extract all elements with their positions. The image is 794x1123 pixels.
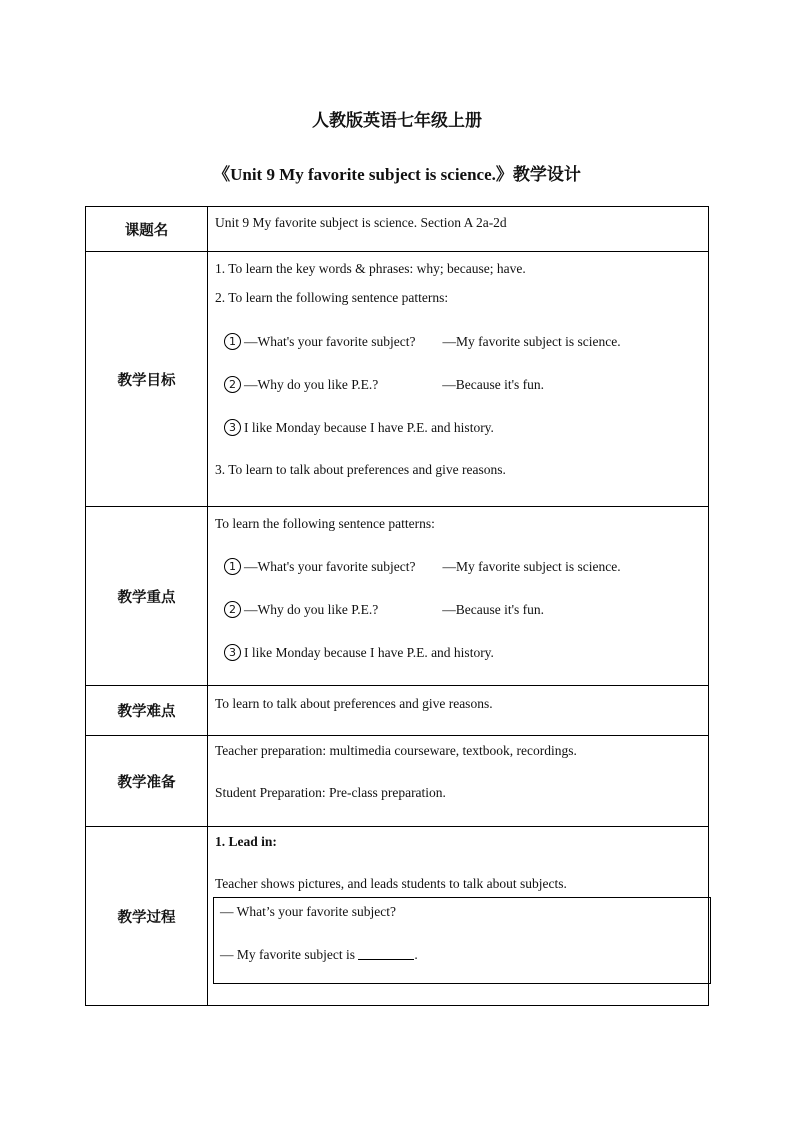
pattern-question: —Why do you like P.E.?	[244, 602, 379, 617]
dialogue-answer-text: — My favorite subject is	[220, 947, 355, 962]
pattern-text: I like Monday because I have P.E. and history.	[244, 645, 494, 660]
objective-pattern-2	[215, 350, 702, 393]
objective-line-1: 1. To learn the key words & phrases: why; because; have.	[215, 261, 526, 276]
content-difficulties	[208, 686, 709, 736]
pattern-answer: —My favorite subject is science.	[442, 334, 621, 349]
label-key-points: 教学重点	[86, 507, 208, 686]
dialogue-answer-end: .	[414, 947, 418, 962]
lead-in-heading: 1. Lead in:	[215, 834, 277, 849]
subtitle-unit: Unit 9 My favorite subject is science.	[230, 165, 496, 184]
circled-number: 2	[224, 376, 241, 393]
objective-line-2: 2. To learn the following sentence patterns:	[215, 290, 449, 305]
content-key-points	[208, 507, 709, 686]
label-difficulties: 教学难点	[86, 686, 208, 736]
key-point-line-1: To learn the following sentence patterns:	[215, 516, 435, 531]
student-preparation: Student Preparation: Pre-class preparation.	[215, 785, 446, 800]
circled-number: 1	[224, 333, 241, 350]
circled-number: 2	[224, 601, 241, 618]
document-title: 人教版英语七年级上册	[312, 111, 482, 131]
circled-number: 3	[224, 419, 241, 436]
circled-number: 3	[224, 644, 241, 661]
table-row-process	[86, 827, 709, 1006]
table-row-objectives	[86, 252, 709, 507]
objective-pattern-3	[215, 393, 702, 436]
pattern-question: —Why do you like P.E.?	[244, 377, 379, 392]
objective-line-3: 3. To learn to talk about preferences and give reasons.	[215, 462, 506, 477]
pattern-answer: —My favorite subject is science.	[442, 559, 621, 574]
difficulties-text: To learn to talk about preferences and give reasons.	[215, 696, 493, 711]
fill-in-blank	[358, 946, 414, 960]
pattern-answer: —Because it's fun.	[442, 377, 545, 392]
circled-number: 1	[224, 558, 241, 575]
subtitle-open-bracket: 《	[213, 165, 231, 185]
table-row-difficulties	[86, 686, 709, 736]
subtitle-close: 》教学设计	[495, 165, 581, 185]
label-objectives: 教学目标	[86, 252, 208, 507]
key-point-pattern-1	[215, 532, 702, 575]
dialogue-question: — What’s your favorite subject?	[220, 904, 396, 919]
content-preparation	[208, 736, 709, 827]
label-topic: 课题名	[86, 207, 208, 252]
pattern-answer: —Because it's fun.	[442, 602, 545, 617]
pattern-question: —What's your favorite subject?	[244, 334, 416, 349]
objective-pattern-1	[215, 306, 702, 350]
content-topic	[208, 207, 709, 252]
table-row-preparation	[86, 736, 709, 827]
topic-text: Unit 9 My favorite subject is science. Section A 2a-2d	[215, 215, 507, 230]
lead-in-intro: Teacher shows pictures, and leads students to talk about subjects.	[215, 876, 567, 891]
key-point-pattern-3	[215, 618, 702, 661]
label-preparation: 教学准备	[86, 736, 208, 827]
dialogue-answer	[220, 920, 704, 963]
teacher-preparation: Teacher preparation: multimedia courseware, textbook, recordings.	[215, 743, 577, 758]
pattern-question: —What's your favorite subject?	[244, 559, 416, 574]
label-process: 教学过程	[86, 827, 208, 1006]
lesson-plan-table	[85, 206, 709, 1006]
key-point-pattern-2	[215, 575, 702, 618]
dialogue-box	[213, 897, 711, 984]
pattern-text: I like Monday because I have P.E. and history.	[244, 420, 494, 435]
table-row-key-points	[86, 507, 709, 686]
content-process	[208, 827, 709, 1006]
document-subtitle	[0, 160, 794, 185]
table-row-topic	[86, 207, 709, 252]
content-objectives	[208, 252, 709, 507]
